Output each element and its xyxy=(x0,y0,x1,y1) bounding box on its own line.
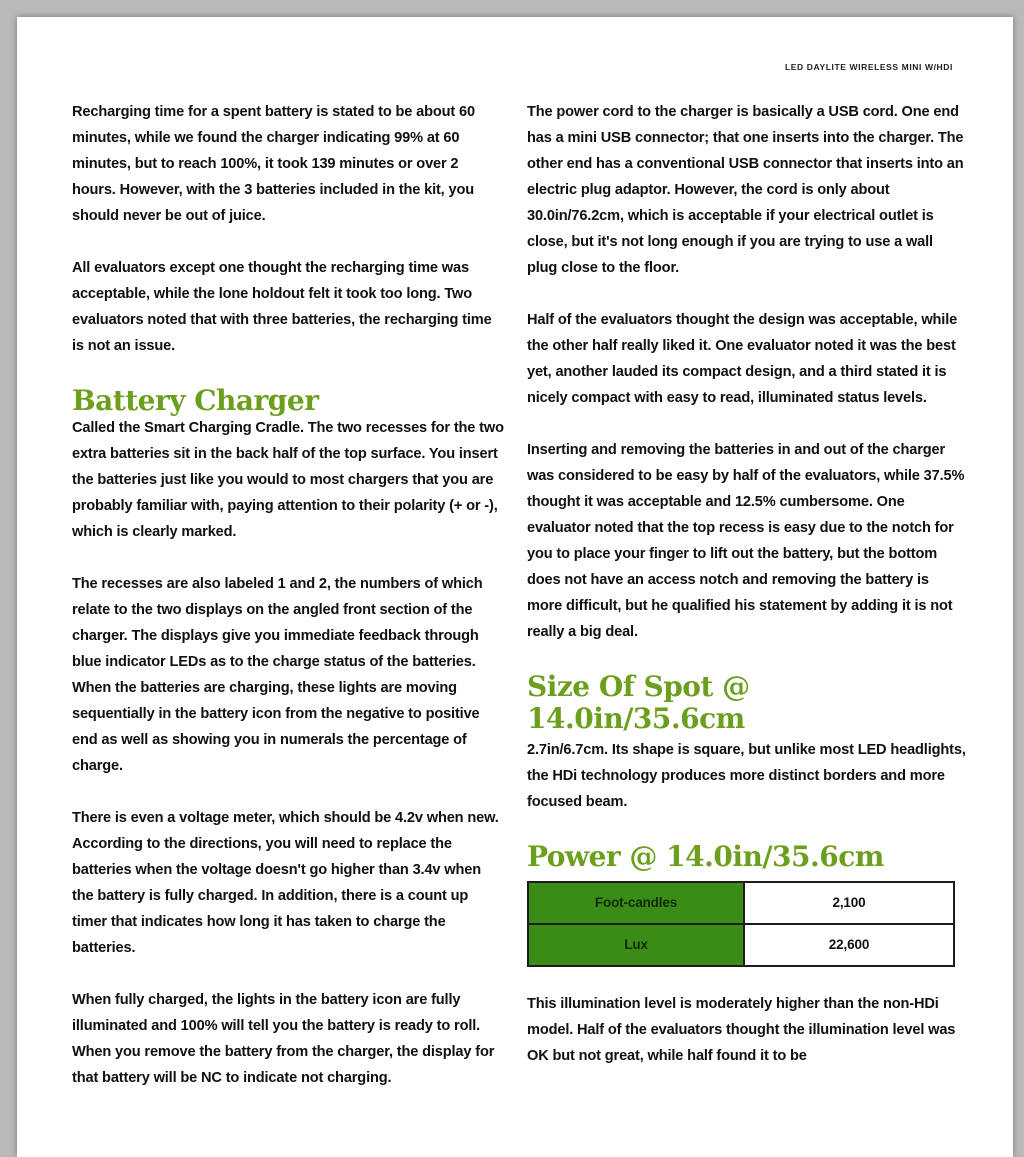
table-row xyxy=(528,924,954,966)
paragraph: There is even a voltage meter, which should be 4.2v when new. According to the directions, you will need to replace the batteries when the voltage doesn't go higher than 3.4v when the battery is fully charged. In addition, there is a count up timer that indicates how long it has taken to charge the batteries. xyxy=(72,810,499,956)
power-table xyxy=(527,881,955,967)
table-cell-label: Lux xyxy=(528,924,744,966)
paragraph: Called the Smart Charging Cradle. The two recesses for the two extra batteries sit in the back half of the top surface. You insert the batteries just like you would to most chargers that you are probably familiar with, paying attention to their polarity (+ or -), which is clearly marked. xyxy=(72,420,504,540)
paragraph: This illumination level is moderately higher than the non-HDi model. Half of the evaluators thought the illumination level was OK but not great, while half found it to be xyxy=(527,996,956,1064)
running-head: LED DAYLITE WIRELESS MINI W/HDI xyxy=(785,62,953,72)
document-page xyxy=(17,17,1013,1157)
spot-size-value: 2.7in/6.7cm xyxy=(527,742,605,758)
table-row xyxy=(528,882,954,924)
paragraph: The recesses are also labeled 1 and 2, the numbers of which relate to the two displays on the angled front section of the charger. The displays give you immediate feedback through blue indicator LEDs as to the charge status of the batteries. When the batteries are charging, these lights are moving sequentially in the battery icon from the negative to positive end as well as showing you in numerals the percentage of charge. xyxy=(72,576,483,774)
paragraph: When fully charged, the lights in the battery icon are fully illuminated and 100% will tell you the battery is ready to roll. When you remove the battery from the charger, the display for that battery will be NC to indicate not charging. xyxy=(72,992,495,1086)
paragraph: Inserting and removing the batteries in and out of the charger was considered to be easy by half of the evaluators, while 37.5% thought it was acceptable and 12.5% cumbersome. One evaluator noted that the top recess is easy due to the notch for you to place your finger to lift out the battery, but the bottom does not have an access notch and removing the battery is more difficult, but he qualified his statement by adding it is not really a big deal. xyxy=(527,442,965,640)
section-heading-battery-charger: Battery Charger xyxy=(72,384,319,417)
section-heading-power: Power @ 14.0in/35.6cm xyxy=(527,840,884,873)
paragraph: Recharging time for a spent battery is stated to be about 60 minutes, while we found the charger indicating 99% at 60 minutes, but to reach 100%, it took 139 minutes or over 2 hours. However, with the 3 batteries included in the kit, you should never be out of juice. xyxy=(72,104,475,224)
table-cell-value: 2,100 xyxy=(744,882,954,924)
table-cell-value: 22,600 xyxy=(744,924,954,966)
left-column xyxy=(72,99,504,1117)
right-column xyxy=(527,99,967,1095)
section-heading-size-of-spot: Size Of Spot @ 14.0in/35.6cm xyxy=(527,670,750,735)
table-cell-label: Foot-candles xyxy=(528,882,744,924)
paragraph: The power cord to the charger is basically a USB cord. One end has a mini USB connector; that one inserts into the charger. The other end has a conventional USB connector that inserts into an electric plug adaptor. However, the cord is only about 30.0in/76.2cm, which is acceptable if your electrical outlet is close, but it's not long enough if you are trying to use a wall plug close to the floor. xyxy=(527,104,964,276)
paragraph: Half of the evaluators thought the design was acceptable, while the other half really liked it. One evaluator noted it was the best yet, another lauded its compact design, and a third stated it is nicely compact with easy to read, illuminated status levels. xyxy=(527,312,958,406)
paragraph: All evaluators except one thought the recharging time was acceptable, while the lone holdout felt it took too long. Two evaluators noted that with three batteries, the recharging time is not an issue. xyxy=(72,260,492,354)
paragraph-spot xyxy=(527,737,967,815)
spot-description: . Its shape is square, but unlike most LED headlights, the HDi technology produces more distinct borders and more focused beam. xyxy=(527,742,966,810)
